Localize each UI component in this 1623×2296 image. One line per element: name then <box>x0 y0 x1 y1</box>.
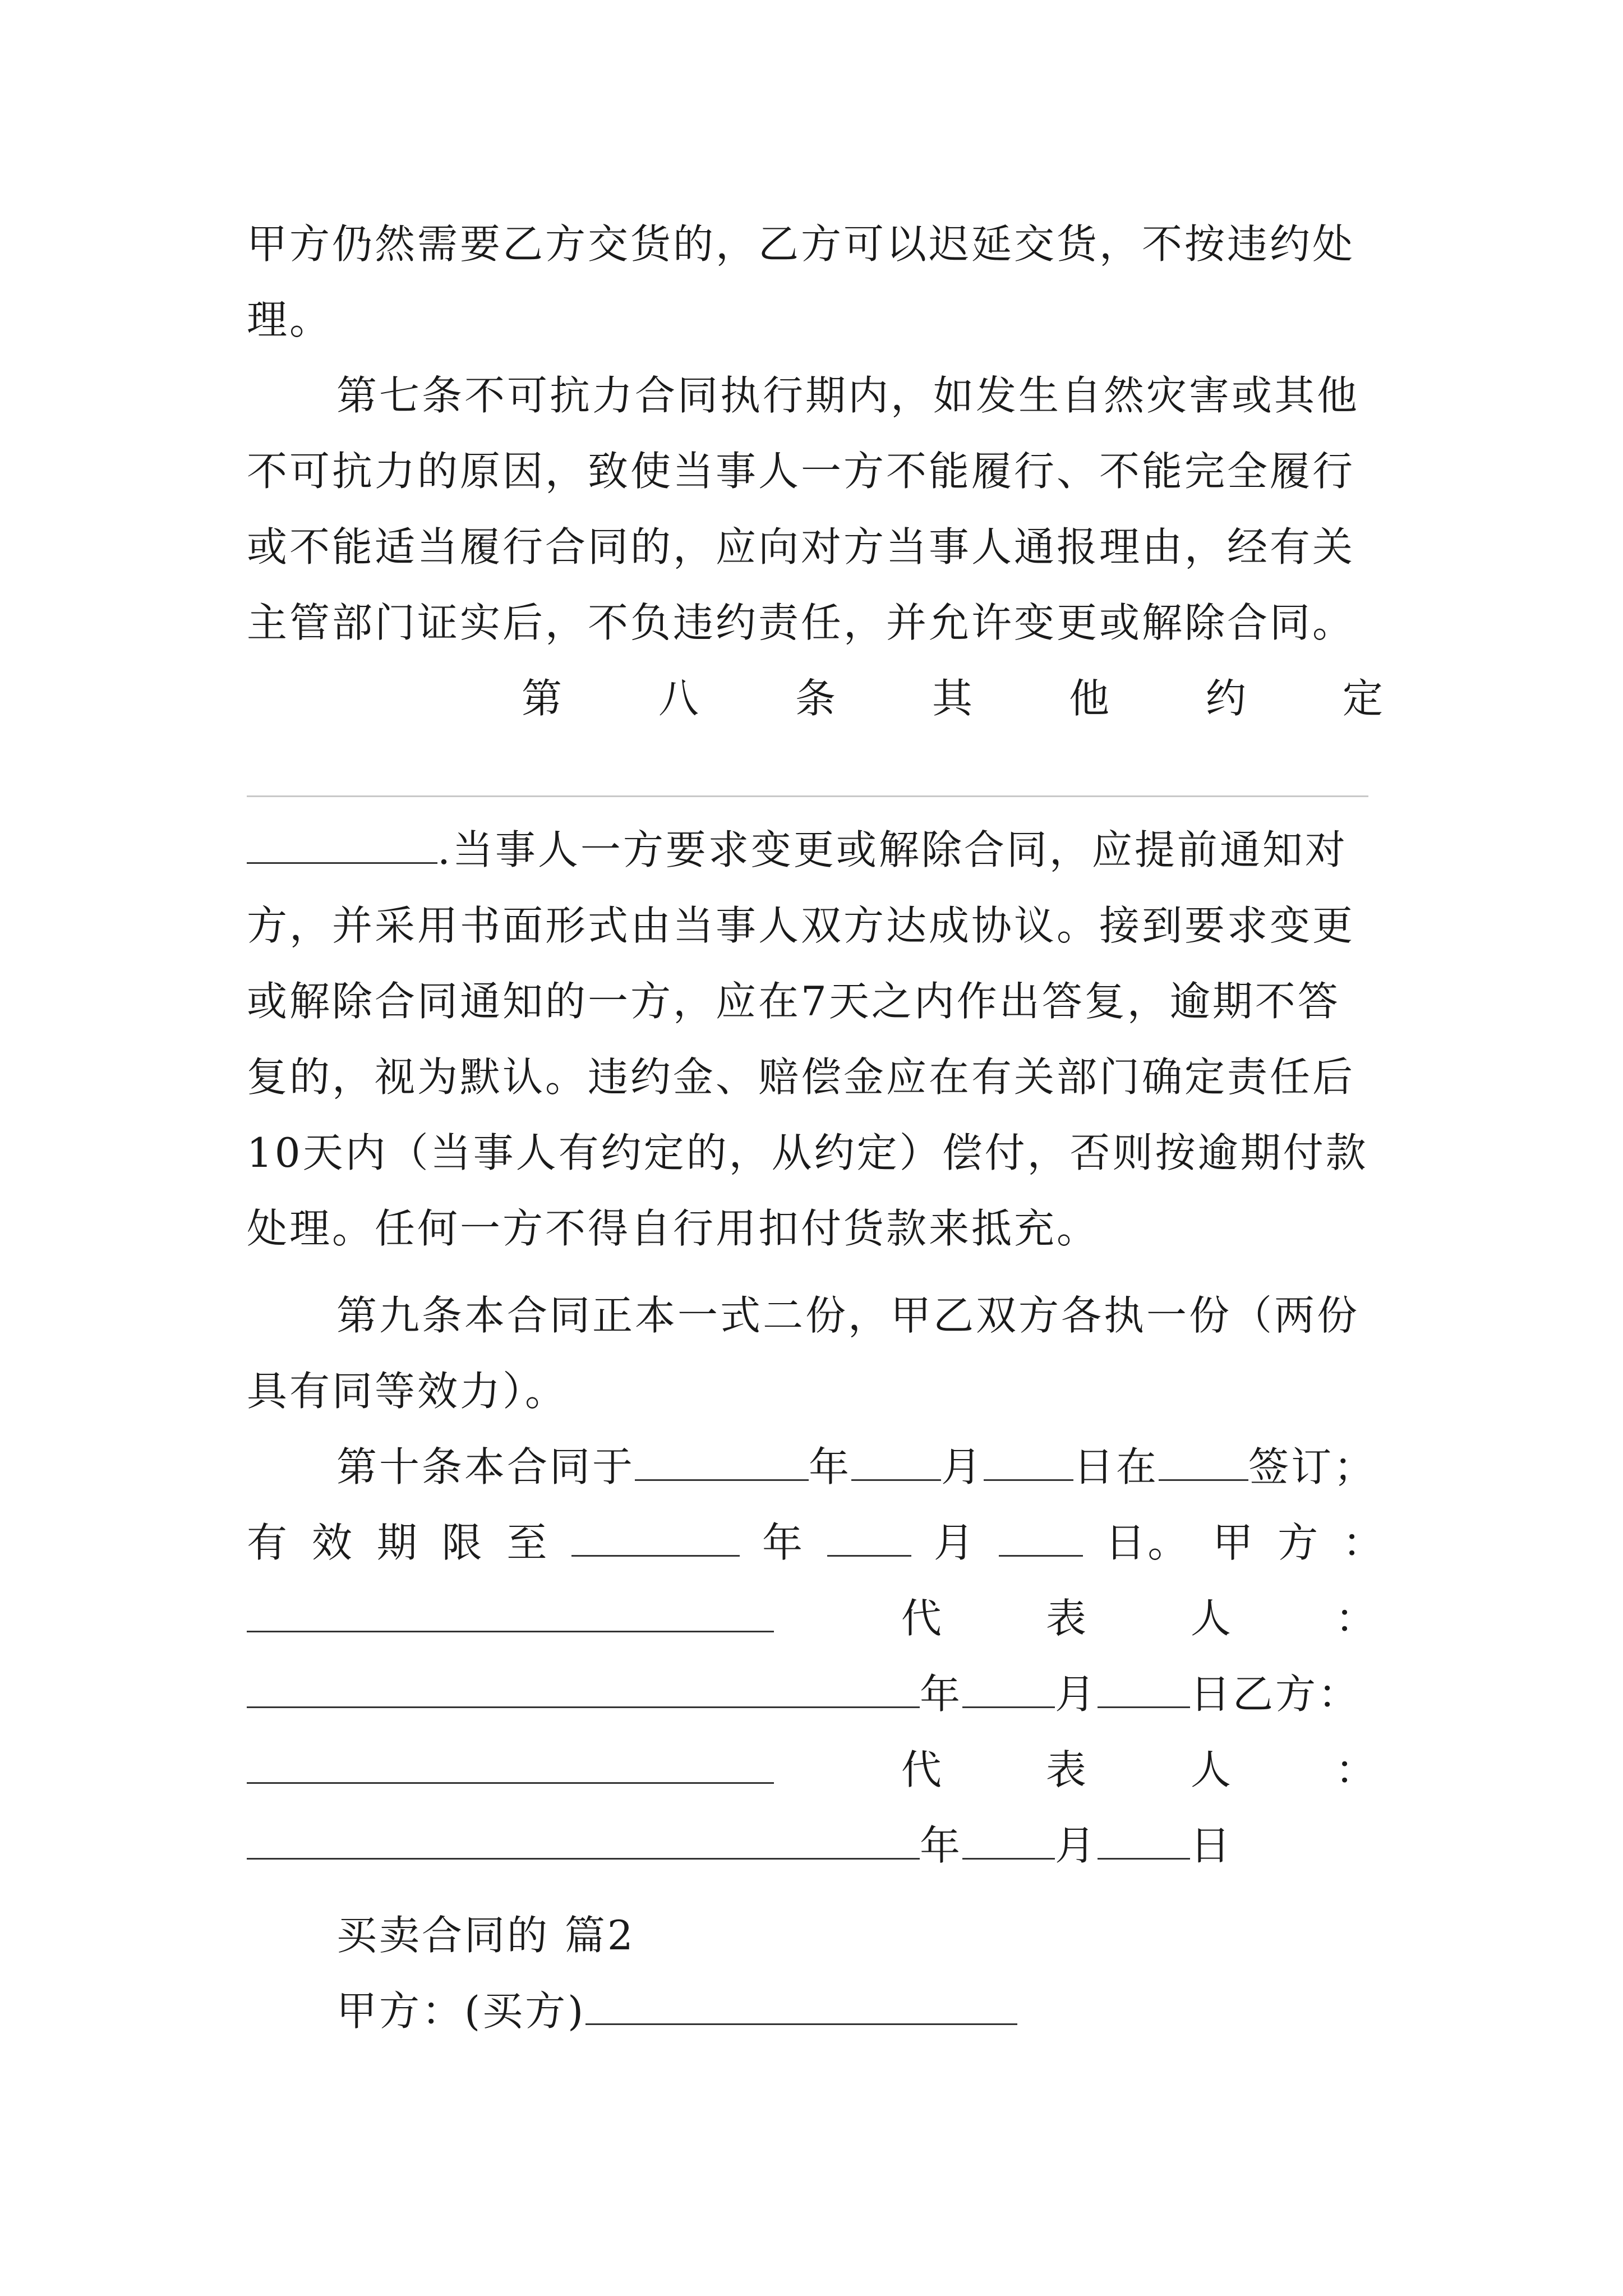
year-label: 年 <box>809 1443 852 1490</box>
valid-day-label: 日。 <box>1105 1519 1191 1566</box>
sign-b-day-label: 日 <box>1190 1822 1233 1869</box>
sign-b-month-label: 月 <box>1055 1822 1098 1869</box>
heading-char: 八 <box>658 675 701 722</box>
party-a-blank[interactable] <box>247 1590 774 1632</box>
sign-a-year-label: 年 <box>920 1671 963 1718</box>
article-8-line-2: 方，并采用书面形式由当事人双方达成协议。接到要求变更 <box>247 902 1355 949</box>
rep-char: ： <box>1335 1595 1378 1642</box>
article-8-text: .当事人一方要求变更或解除合同，应提前通知对 <box>437 826 1348 873</box>
validity-char: 有 <box>247 1519 290 1566</box>
article-7-line-1: 第七条不可抗力合同执行期内，如发生自然灾害或其他 <box>336 372 1360 419</box>
article-7-line-3: 或不能适当履行合同的，应向对方当事人通报理由，经有关 <box>247 523 1355 570</box>
article-9-line-2: 具有同等效力）。 <box>247 1368 568 1415</box>
rep-char: 表 <box>1045 1746 1089 1793</box>
rep-char: ： <box>1335 1746 1378 1793</box>
year-blank[interactable] <box>635 1439 809 1481</box>
article-8-line-6: 处理。任何一方不得自行用扣付货款来抵充。 <box>247 1205 1100 1252</box>
validity-line <box>247 1512 1385 1573</box>
heading-char: 第 <box>522 675 565 722</box>
article-8-heading <box>522 668 1385 729</box>
validity-char: 至 <box>506 1519 550 1566</box>
sign-b-month-blank[interactable] <box>962 1818 1055 1860</box>
party-b-blank[interactable] <box>247 1742 774 1784</box>
rep-char: 代 <box>901 1595 944 1642</box>
validity-char: 限 <box>441 1519 485 1566</box>
valid-day-blank[interactable] <box>999 1515 1083 1557</box>
article-9-line-1: 第九条本合同正本一式二份，甲乙双方各执一份（两份 <box>336 1292 1360 1339</box>
sign-a-day-blank[interactable] <box>1098 1666 1190 1708</box>
day-at-label: 日在 <box>1073 1443 1159 1490</box>
article-8-line-5: 10天内（当事人有约定的，从约定）偿付，否则按逾期付款 <box>247 1129 1368 1176</box>
representative-label <box>901 1739 1378 1801</box>
party-a-char: ： <box>1342 1519 1385 1566</box>
sign-b-year-label: 年 <box>920 1822 963 1869</box>
rep-a-blank[interactable] <box>247 1666 920 1708</box>
heading-char: 其 <box>932 675 975 722</box>
article-10-prefix: 第十条本合同于 <box>336 1443 635 1490</box>
heading-char: 定 <box>1342 675 1385 722</box>
valid-year-label: 年 <box>762 1519 805 1566</box>
horizontal-divider <box>247 795 1368 797</box>
text-line-2: 理。 <box>247 296 333 343</box>
sign-a-day-label: 日乙方： <box>1190 1671 1361 1718</box>
day-blank[interactable] <box>984 1439 1073 1481</box>
valid-month-label: 月 <box>933 1519 976 1566</box>
rep-char: 代 <box>901 1746 944 1793</box>
month-blank[interactable] <box>851 1439 941 1481</box>
sign-a-month-label: 月 <box>1055 1671 1098 1718</box>
representative-label <box>901 1588 1378 1649</box>
rep-char: 人 <box>1190 1595 1233 1642</box>
rep-b-blank[interactable] <box>247 1818 920 1860</box>
sign-b-date-line <box>247 1815 1385 1876</box>
valid-month-blank[interactable] <box>827 1515 911 1557</box>
article-7-line-4: 主管部门证实后，不负违约责任，并允许变更或解除合同。 <box>247 599 1355 646</box>
validity-char: 效 <box>311 1519 354 1566</box>
buyer-blank[interactable] <box>585 1983 1017 2025</box>
party-a-char: 甲 <box>1212 1519 1256 1566</box>
article-8-line-4: 复的，视为默认。违约金、赔偿金应在有关部门确定责任后 <box>247 1053 1355 1101</box>
place-blank[interactable] <box>1159 1439 1248 1481</box>
party-b-rep-line <box>247 1739 1385 1801</box>
heading-char: 条 <box>795 675 838 722</box>
heading-char: 他 <box>1068 675 1112 722</box>
validity-char: 期 <box>376 1519 419 1566</box>
sign-a-month-blank[interactable] <box>962 1666 1055 1708</box>
buyer-label: 甲方：(买方) <box>336 1987 586 2035</box>
sign-a-date-line <box>247 1663 1385 1725</box>
party-a-char: 方 <box>1278 1519 1321 1566</box>
article-10-line <box>336 1436 1385 1498</box>
article-8-line-3: 或解除合同通知的一方，应在7天之内作出答复，逾期不答 <box>247 978 1340 1025</box>
rep-char: 表 <box>1045 1595 1089 1642</box>
month-label: 月 <box>941 1443 984 1490</box>
blank-field[interactable] <box>247 822 437 864</box>
article-7-line-2: 不可抗力的原因，致使当事人一方不能履行、不能完全履行 <box>247 448 1355 495</box>
valid-year-blank[interactable] <box>571 1515 740 1557</box>
article-8-line-1 <box>247 819 1385 881</box>
section-2-title: 买卖合同的 篇2 <box>336 1912 635 1959</box>
text-line-1: 甲方仍然需要乙方交货的，乙方可以迟延交货，不按违约处 <box>247 220 1355 268</box>
buyer-line <box>336 1980 1385 2042</box>
sign-b-day-blank[interactable] <box>1098 1818 1190 1860</box>
heading-char: 约 <box>1205 675 1248 722</box>
signed-label: 签订； <box>1248 1443 1377 1490</box>
party-a-rep-line <box>247 1588 1385 1649</box>
rep-char: 人 <box>1190 1746 1233 1793</box>
